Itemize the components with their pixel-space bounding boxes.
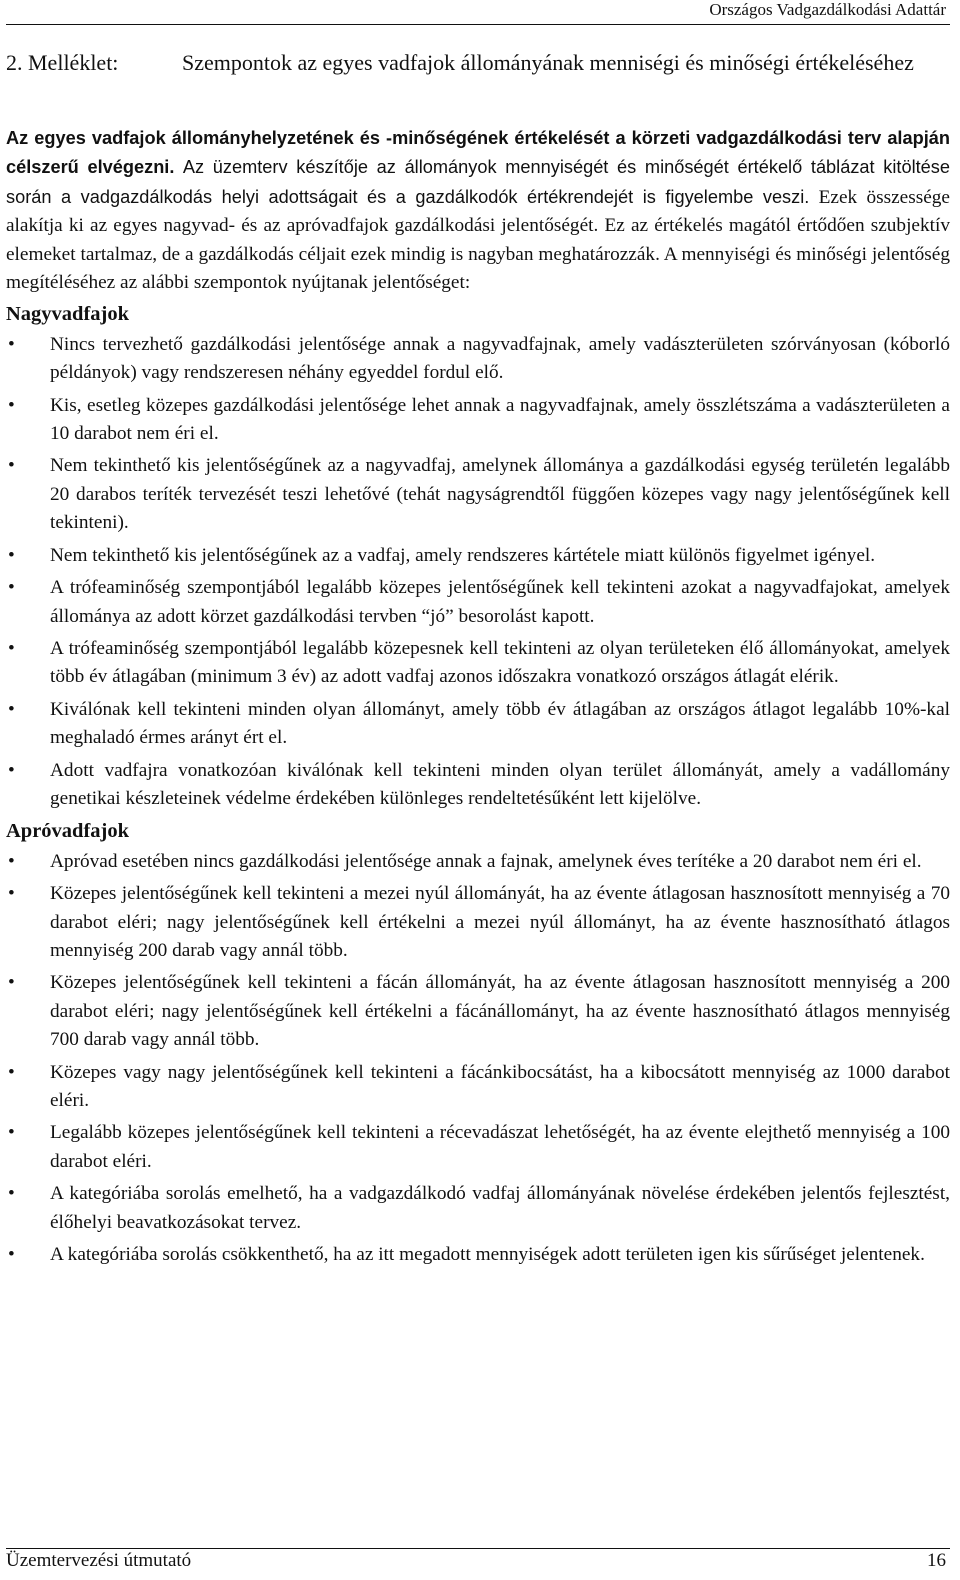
- list-item: [6, 757, 950, 814]
- list-item-text: Közepes vagy nagy jelentőségűnek kell tekinteni a fácánkibocsátást, ha a kibocsátott mennyiség az 1000 darabot eléri.: [50, 1061, 950, 1111]
- intro-sans-text: Az üzemterv készítője az állományok mennyiségét és minőségét értékelő táblázat kitöltése során a vadgazdálkodás helyi adottságait és a gazdálkodók értékrendejét is figyelembe veszi.: [6, 157, 950, 207]
- section-heading-small-game: Apróvadfajok: [6, 820, 130, 843]
- section-heading-big-game: Nagyvadfajok: [6, 303, 130, 326]
- list-item-text: Kiválónak kell tekinteni minden olyan állományt, amely több év átlagában az országos átlagot legalább 10%-kal meghaladó érmes arányt ért el.: [50, 698, 950, 749]
- list-item: [6, 574, 950, 631]
- list-item-text: A trófeaminőség szempontjából legalább közepes jelentőségűnek kell tekinteni azokat a nagyvadfajokat, amelyek állománya az adott körzet gazdálkodási tervben “jó” besorolást kapott.: [50, 577, 950, 627]
- intro-serif-text: Ezek összessége alakítja ki az egyes nagyvad- és az apróvadfajok gazdálkodási jelentőségét. Ez az értékelés magától értődően szubjektív elemeket tartalmaz, de a gazdálkodás céljait ezek mindig is nagyban meghatározzák. A mennyiségi és minőségi jelentőség megítéléséhez az alábbi szempontok nyújtanak jelentőséget:: [6, 186, 950, 294]
- list-item: [6, 331, 950, 388]
- bullet-icon: •: [8, 850, 15, 872]
- list-item-text: Közepes jelentőségűnek kell tekinteni a fácán állományát, ha az évente átlagosan hasznosított mennyiség a 200 darabot eléri; nagy jelentőségűnek kell értékelni a fácánállományt, ha az évente hasznosítható átlagos mennyiség 700 darab vagy annál több.: [50, 972, 950, 1051]
- bullet-icon: •: [8, 1122, 15, 1144]
- bullet-icon: •: [8, 883, 15, 905]
- bullet-icon: •: [8, 1244, 15, 1266]
- list-item-text: Kis, esetleg közepes gazdálkodási jelentősége lehet annak a nagyvadfajnak, amely összlétszáma a vadászterületen a 10 darabot nem éri el.: [50, 394, 950, 445]
- bullet-icon: •: [8, 544, 15, 566]
- list-item-text: A kategóriába sorolás csökkenthető, ha az itt megadott mennyiségek adott területen igen kis sűrűséget jelentenek.: [50, 1244, 925, 1266]
- intro-bold-lead: Az egyes vadfajok állományhelyzetének és -minőségének értékelését a körzeti vadgazdálkodási terv alapján célszerű elvégezni.: [6, 128, 950, 178]
- document-page: [6, 0, 950, 1580]
- list-item: [6, 452, 950, 537]
- list-item-text: Nem tekinthető kis jelentőségűnek az a nagyvadfaj, amelynek állománya a gazdálkodási egység területén legalább 20 darabos teríték tervezését teszi lehetővé (tehát nagyságrendtől függően közepes vagy nagy jelentőségűnek kell tekinteni).: [50, 455, 950, 534]
- bullet-icon: •: [8, 1183, 15, 1205]
- bullet-icon: •: [8, 1061, 15, 1083]
- footer-title: Üzemtervezési útmutató: [6, 1550, 192, 1571]
- list-item: [6, 542, 950, 570]
- small-game-list: [6, 848, 950, 1270]
- bullet-icon: •: [8, 698, 15, 720]
- list-item: [6, 848, 950, 876]
- bullet-icon: •: [8, 759, 15, 781]
- list-item-text: Nincs tervezhető gazdálkodási jelentősége annak a nagyvadfajnak, amely vadászterületen szórványosan (kóborló példányok) vagy rendszeresen néhány egyeddel fordul elő.: [50, 333, 950, 384]
- annex-title: Szempontok az egyes vadfajok állományának menniségi és minőségi értékeléséhez: [182, 50, 914, 75]
- list-item: [6, 969, 950, 1054]
- list-item: [6, 1241, 950, 1269]
- bullet-icon: •: [8, 637, 15, 659]
- list-item-text: A trófeaminőség szempontjából legalább közepesnek kell tekinteni az olyan területeken élő állományokat, amelyek több év átlagában (minimum 3 év) az adott vadfaj azonos időszakra vonatkozó országos átlagát elérik.: [50, 637, 950, 688]
- list-item-text: Közepes jelentőségűnek kell tekinteni a mezei nyúl állományát, ha az évente átlagosan hasznosított mennyiség a 70 darabot eléri; nagy jelentőségűnek kell értékelni a mezei nyúl állományt, ha az évente hasznosítható átlagos mennyiség 200 darab vagy annál több.: [50, 883, 950, 961]
- list-item: [6, 392, 950, 449]
- bullet-icon: •: [8, 394, 15, 416]
- list-item: [6, 635, 950, 692]
- header-title: Országos Vadgazdálkodási Adattár: [709, 0, 946, 19]
- bullet-icon: •: [8, 333, 15, 355]
- list-item: [6, 1119, 950, 1176]
- page-number: 16: [927, 1550, 946, 1571]
- header-divider: [6, 24, 950, 25]
- list-item-text: A kategóriába sorolás emelhető, ha a vadgazdálkodó vadfaj állományának növelése érdekében jelentős fejlesztést, élőhelyi beavatkozásokat tervez.: [50, 1183, 950, 1233]
- list-item-text: Adott vadfajra vonatkozóan kiválónak kell tekinteni minden olyan terület állományát, amely a vadállomány genetikai készleteinek védelme érdekében különleges rendeltetésűként lett kijelölve.: [50, 759, 950, 809]
- bullet-icon: •: [8, 972, 15, 994]
- list-item: [6, 1059, 950, 1116]
- bullet-icon: •: [8, 455, 15, 477]
- annex-label: 2. Melléklet:: [6, 50, 119, 75]
- intro-paragraph: [6, 124, 950, 297]
- bullet-icon: •: [8, 577, 15, 599]
- list-item-text: Nem tekinthető kis jelentőségűnek az a vadfaj, amely rendszeres kártétele miatt különös figyelmet igényel.: [50, 544, 876, 566]
- big-game-list: [6, 331, 950, 814]
- list-item-text: Apróvad esetében nincs gazdálkodási jelentősége annak a fajnak, amelynek éves terítéke a 20 darabot nem éri el.: [50, 850, 922, 872]
- list-item: [6, 1180, 950, 1237]
- list-item: [6, 880, 950, 965]
- document-body: [6, 124, 950, 1273]
- list-item: [6, 696, 950, 753]
- list-item-text: Legalább közepes jelentőségűnek kell tekinteni a récevadászat lehetőségét, ha az évente elejthető mennyiség a 100 darabot eléri.: [50, 1122, 950, 1172]
- footer-divider: [6, 1548, 950, 1549]
